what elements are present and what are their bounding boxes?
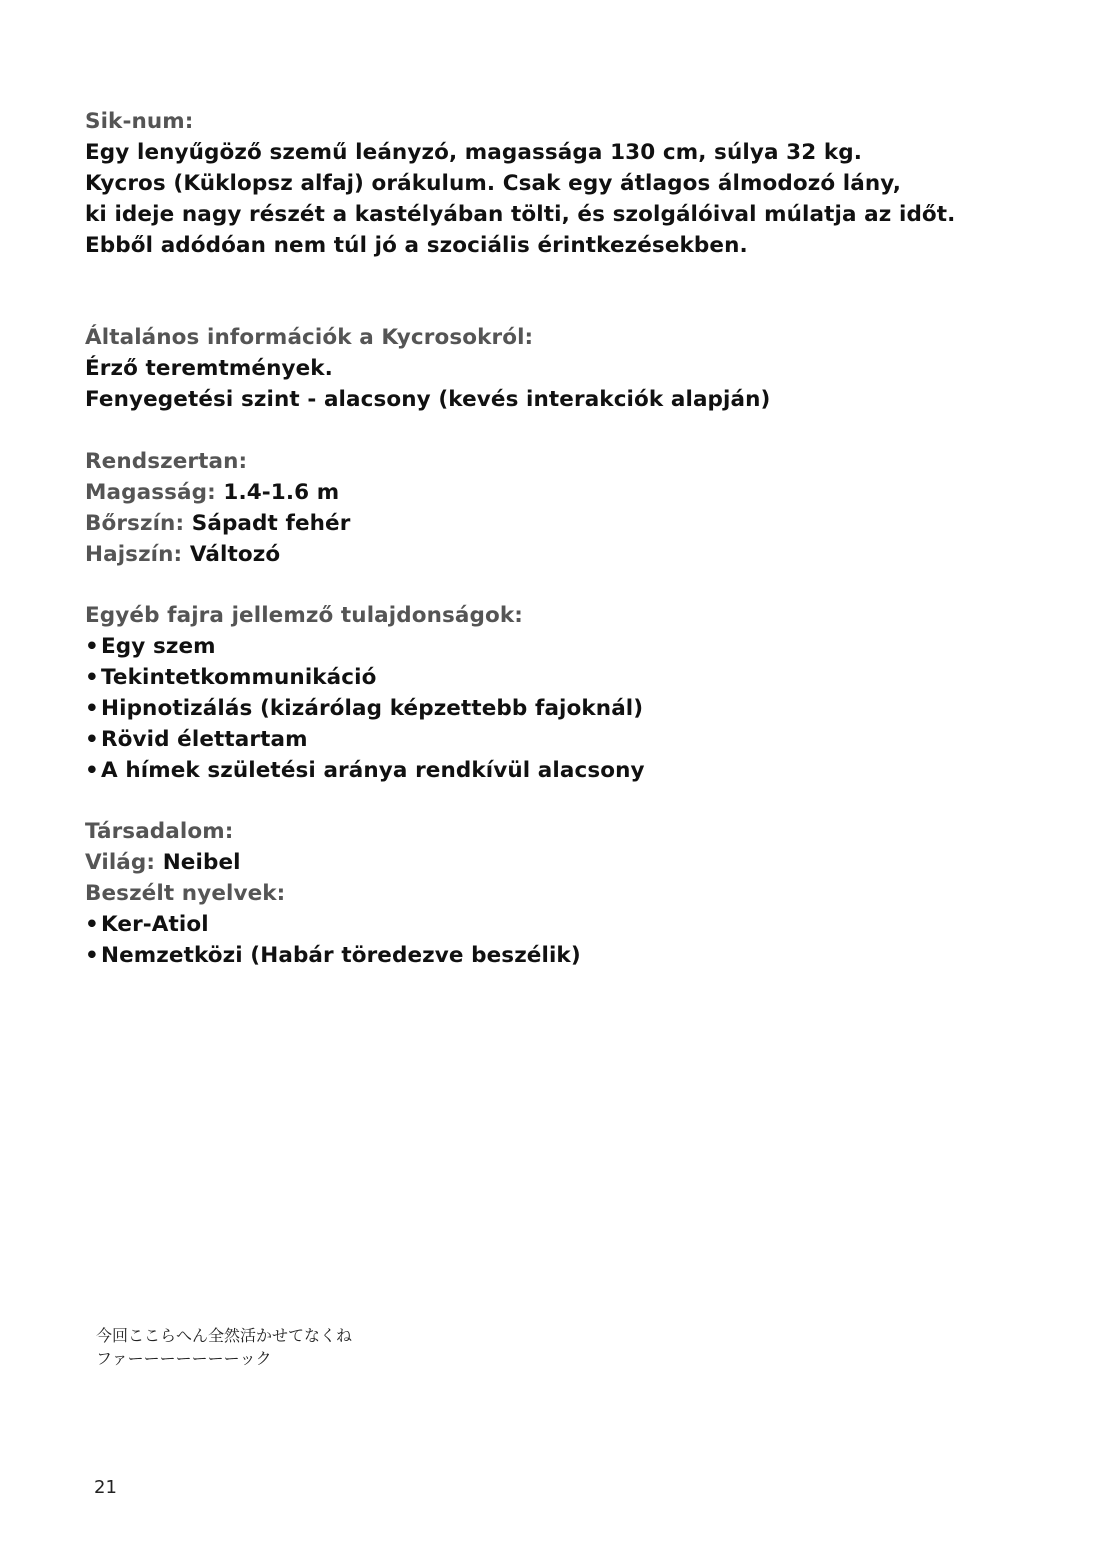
height-label: Magasság: <box>85 480 216 505</box>
bullet-mark: • <box>85 727 99 752</box>
bullet-mark: • <box>85 634 99 659</box>
language-text: Ker-Atiol <box>101 912 209 937</box>
world-row <box>85 847 1045 878</box>
hair-value: Változó <box>189 542 281 567</box>
general-line-2: Fenyegetési szint - alacsony (kevés interakciók alapján) <box>85 387 771 412</box>
trait-item <box>85 755 1045 786</box>
trait-item <box>85 662 1045 693</box>
trait-text: Rövid élettartam <box>101 727 308 752</box>
hair-label: Hajszín: <box>85 542 183 567</box>
character-section <box>85 106 1045 261</box>
trait-text: Hipnotizálás (kizárólag képzettebb fajoknál) <box>101 696 644 721</box>
skin-value: Sápadt fehér <box>191 511 351 536</box>
trait-item <box>85 693 1045 724</box>
author-note-line-2: ファーーーーーーーック <box>96 1349 272 1368</box>
bullet-mark: • <box>85 912 99 937</box>
society-section <box>85 816 1045 971</box>
bullet-mark: • <box>85 758 99 783</box>
character-line-2: Kycros (Küklopsz alfaj) orákulum. Csak egy átlagos álmodozó lány, <box>85 171 902 196</box>
society-heading: Társadalom: <box>85 819 234 844</box>
character-line-4: Ebből adódóan nem túl jó a szociális érintkezésekben. <box>85 233 748 258</box>
trait-item <box>85 724 1045 755</box>
bullet-mark: • <box>85 665 99 690</box>
bullet-mark: • <box>85 696 99 721</box>
height-row <box>85 477 1045 508</box>
general-heading: Általános információk a Kycrosokról: <box>85 325 534 350</box>
trait-text: Egy szem <box>101 634 216 659</box>
language-item <box>85 909 1045 940</box>
language-item <box>85 940 1045 971</box>
world-label: Világ: <box>85 850 156 875</box>
bullet-mark: • <box>85 943 99 968</box>
character-line-1: Egy lenyűgöző szemű leányzó, magassága 130 cm, súlya 32 kg. <box>85 140 862 165</box>
trait-text: A hímek születési aránya rendkívül alacsony <box>101 758 645 783</box>
traits-section <box>85 600 1045 786</box>
world-value: Neibel <box>162 850 241 875</box>
languages-label: Beszélt nyelvek: <box>85 881 286 906</box>
language-text: Nemzetközi (Habár töredezve beszélik) <box>101 943 581 968</box>
page-number: 21 <box>94 1477 117 1498</box>
general-line-1: Érző teremtmények. <box>85 356 333 381</box>
traits-heading: Egyéb fajra jellemző tulajdonságok: <box>85 603 523 628</box>
trait-item <box>85 631 1045 662</box>
general-section <box>85 322 1045 415</box>
taxonomy-heading: Rendszertan: <box>85 449 248 474</box>
character-heading: Sik-num: <box>85 109 194 134</box>
author-note <box>96 1324 352 1370</box>
author-note-line-1: 今回ここらへん全然活かせてなくね <box>96 1326 353 1345</box>
height-value: 1.4-1.6 m <box>223 480 340 505</box>
hair-row <box>85 539 1045 570</box>
skin-row <box>85 508 1045 539</box>
taxonomy-section <box>85 446 1045 570</box>
skin-label: Bőrszín: <box>85 511 185 536</box>
character-line-3: ki ideje nagy részét a kastélyában tölti, és szolgálóival múlatja az időt. <box>85 202 956 227</box>
trait-text: Tekintetkommunikáció <box>101 665 377 690</box>
